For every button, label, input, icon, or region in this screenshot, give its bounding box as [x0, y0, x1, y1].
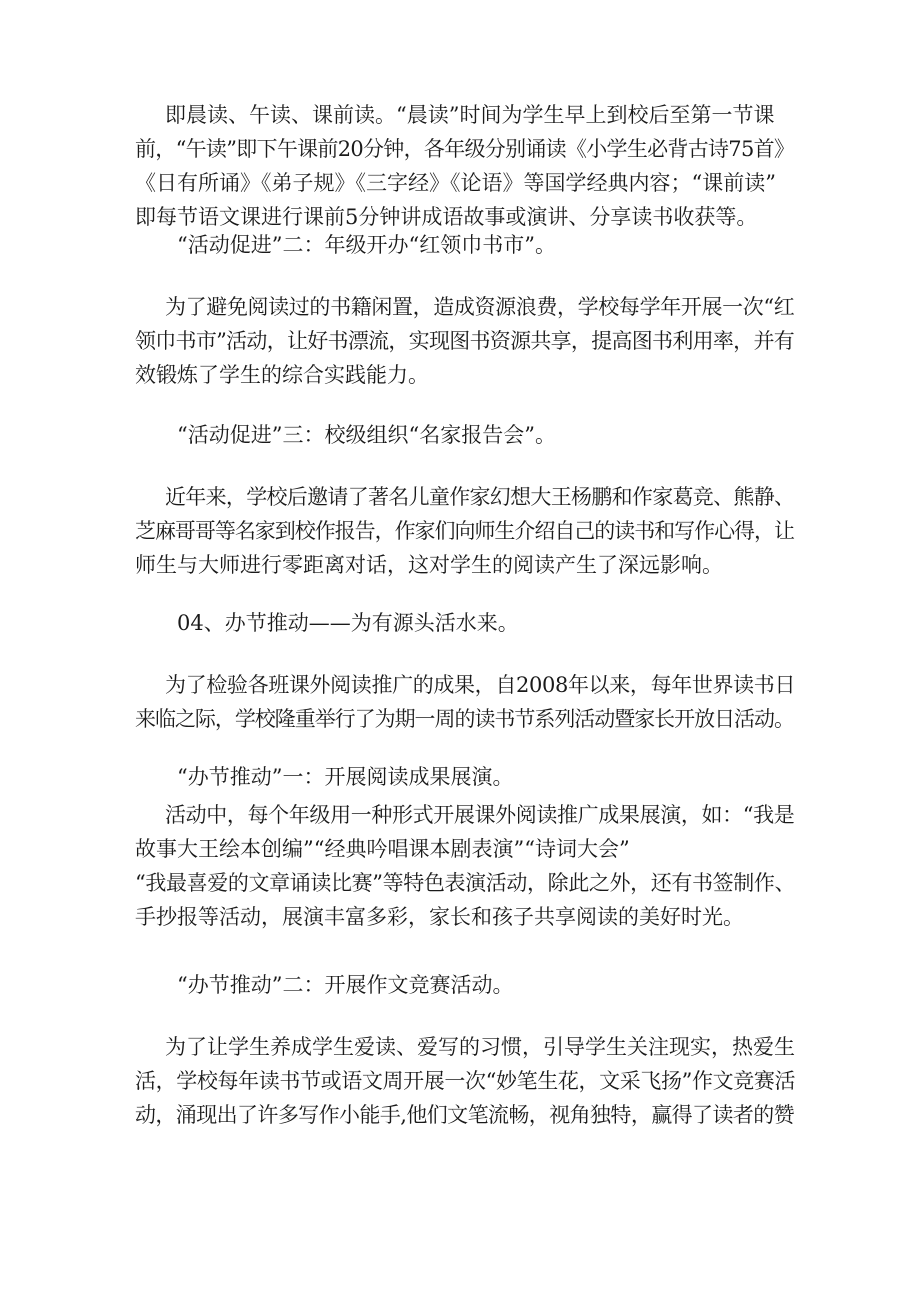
- paragraph-author-talks: [135, 480, 795, 582]
- text-line: 来临之际，学校隆重举行了为期一周的读书节系列活动暨家长开放日活动。: [135, 707, 794, 731]
- text-line: 手抄报等活动，展演丰富多彩，家长和孩子共享阅读的美好时光。: [135, 905, 744, 929]
- text-line: “活动促进”二：年级开办“红领巾书市”。: [177, 233, 556, 257]
- text-line: 为了检验各班课外阅读推广的成果，自2008年以来，每年世界读书日: [165, 673, 796, 697]
- text-line: 前，“午读”即下午课前20分钟，各年级分别诵读《小学生必背古诗75首》: [135, 137, 795, 161]
- text-line: 04、办节推动——为有源头活水来。: [177, 611, 519, 635]
- paragraph-performance: [135, 798, 795, 934]
- text-line: 为了避免阅读过的书籍闲置，造成资源浪费，学校每学年开展一次“红: [165, 295, 795, 319]
- paragraph-reading-festival: [135, 668, 795, 736]
- paragraph-book-market: [135, 290, 795, 392]
- text-line: 师生与大师进行零距离对话，这对学生的阅读产生了深远影响。: [135, 553, 723, 577]
- text-line: 芝麻哥哥等名家到校作报告，作家们向师生介绍自己的读书和写作心得，让: [135, 519, 794, 543]
- paragraph-reading-times: [135, 98, 795, 234]
- heading-festival-one: [135, 760, 795, 794]
- text-line: 为了让学生养成学生爱读、爱写的习惯，引导学生关注现实，热爱生: [165, 1035, 795, 1059]
- text-line: 效锻炼了学生的综合实践能力。: [135, 363, 429, 387]
- text-line: 故事大王绘本创编”“经典吟唱课本剧表演”“诗词大会”: [135, 837, 630, 861]
- heading-section-04: [135, 606, 795, 640]
- text-line: 即晨读、午读、课前读。“晨读”时间为学生早上到校后至第一节课: [165, 103, 775, 127]
- text-line: 近年来，学校后邀请了著名儿童作家幻想大王杨鹏和作家葛竞、熊静、: [165, 485, 795, 509]
- text-line: 动，涌现出了许多写作小能手,他们文笔流畅，视角独特，赢得了读者的赞: [135, 1103, 795, 1127]
- paragraph-essay-contest: [135, 1030, 795, 1132]
- text-line: “我最喜爱的文章诵读比赛”等特色表演活动，除此之外，还有书签制作、: [135, 871, 796, 895]
- text-line: 活动中，每个年级用一种形式开展课外阅读推广成果展演，如：“我是: [165, 803, 795, 827]
- heading-activity-two: [135, 228, 795, 262]
- text-line: “活动促进”三：校级组织“名家报告会”。: [177, 423, 556, 447]
- text-line: 即每节语文课进行课前5分钟讲成语故事或演讲、分享读书收获等。: [135, 205, 758, 229]
- heading-festival-two: [135, 968, 795, 1002]
- text-line: “办节推动”二：开展作文竞赛活动。: [177, 973, 514, 997]
- text-line: 《日有所诵》《弟子规》《三字经》《论语》等国学经典内容；“课前读”: [135, 171, 776, 195]
- text-line: 领巾书市”活动，让好书漂流，实现图书资源共享，提高图书利用率，并有: [135, 329, 795, 353]
- heading-activity-three: [135, 418, 795, 452]
- text-line: 活，学校每年读书节或语文周开展一次“妙笔生花，文采飞扬”作文竞赛活: [135, 1069, 796, 1093]
- text-line: “办节推动”一：开展阅读成果展演。: [177, 765, 514, 789]
